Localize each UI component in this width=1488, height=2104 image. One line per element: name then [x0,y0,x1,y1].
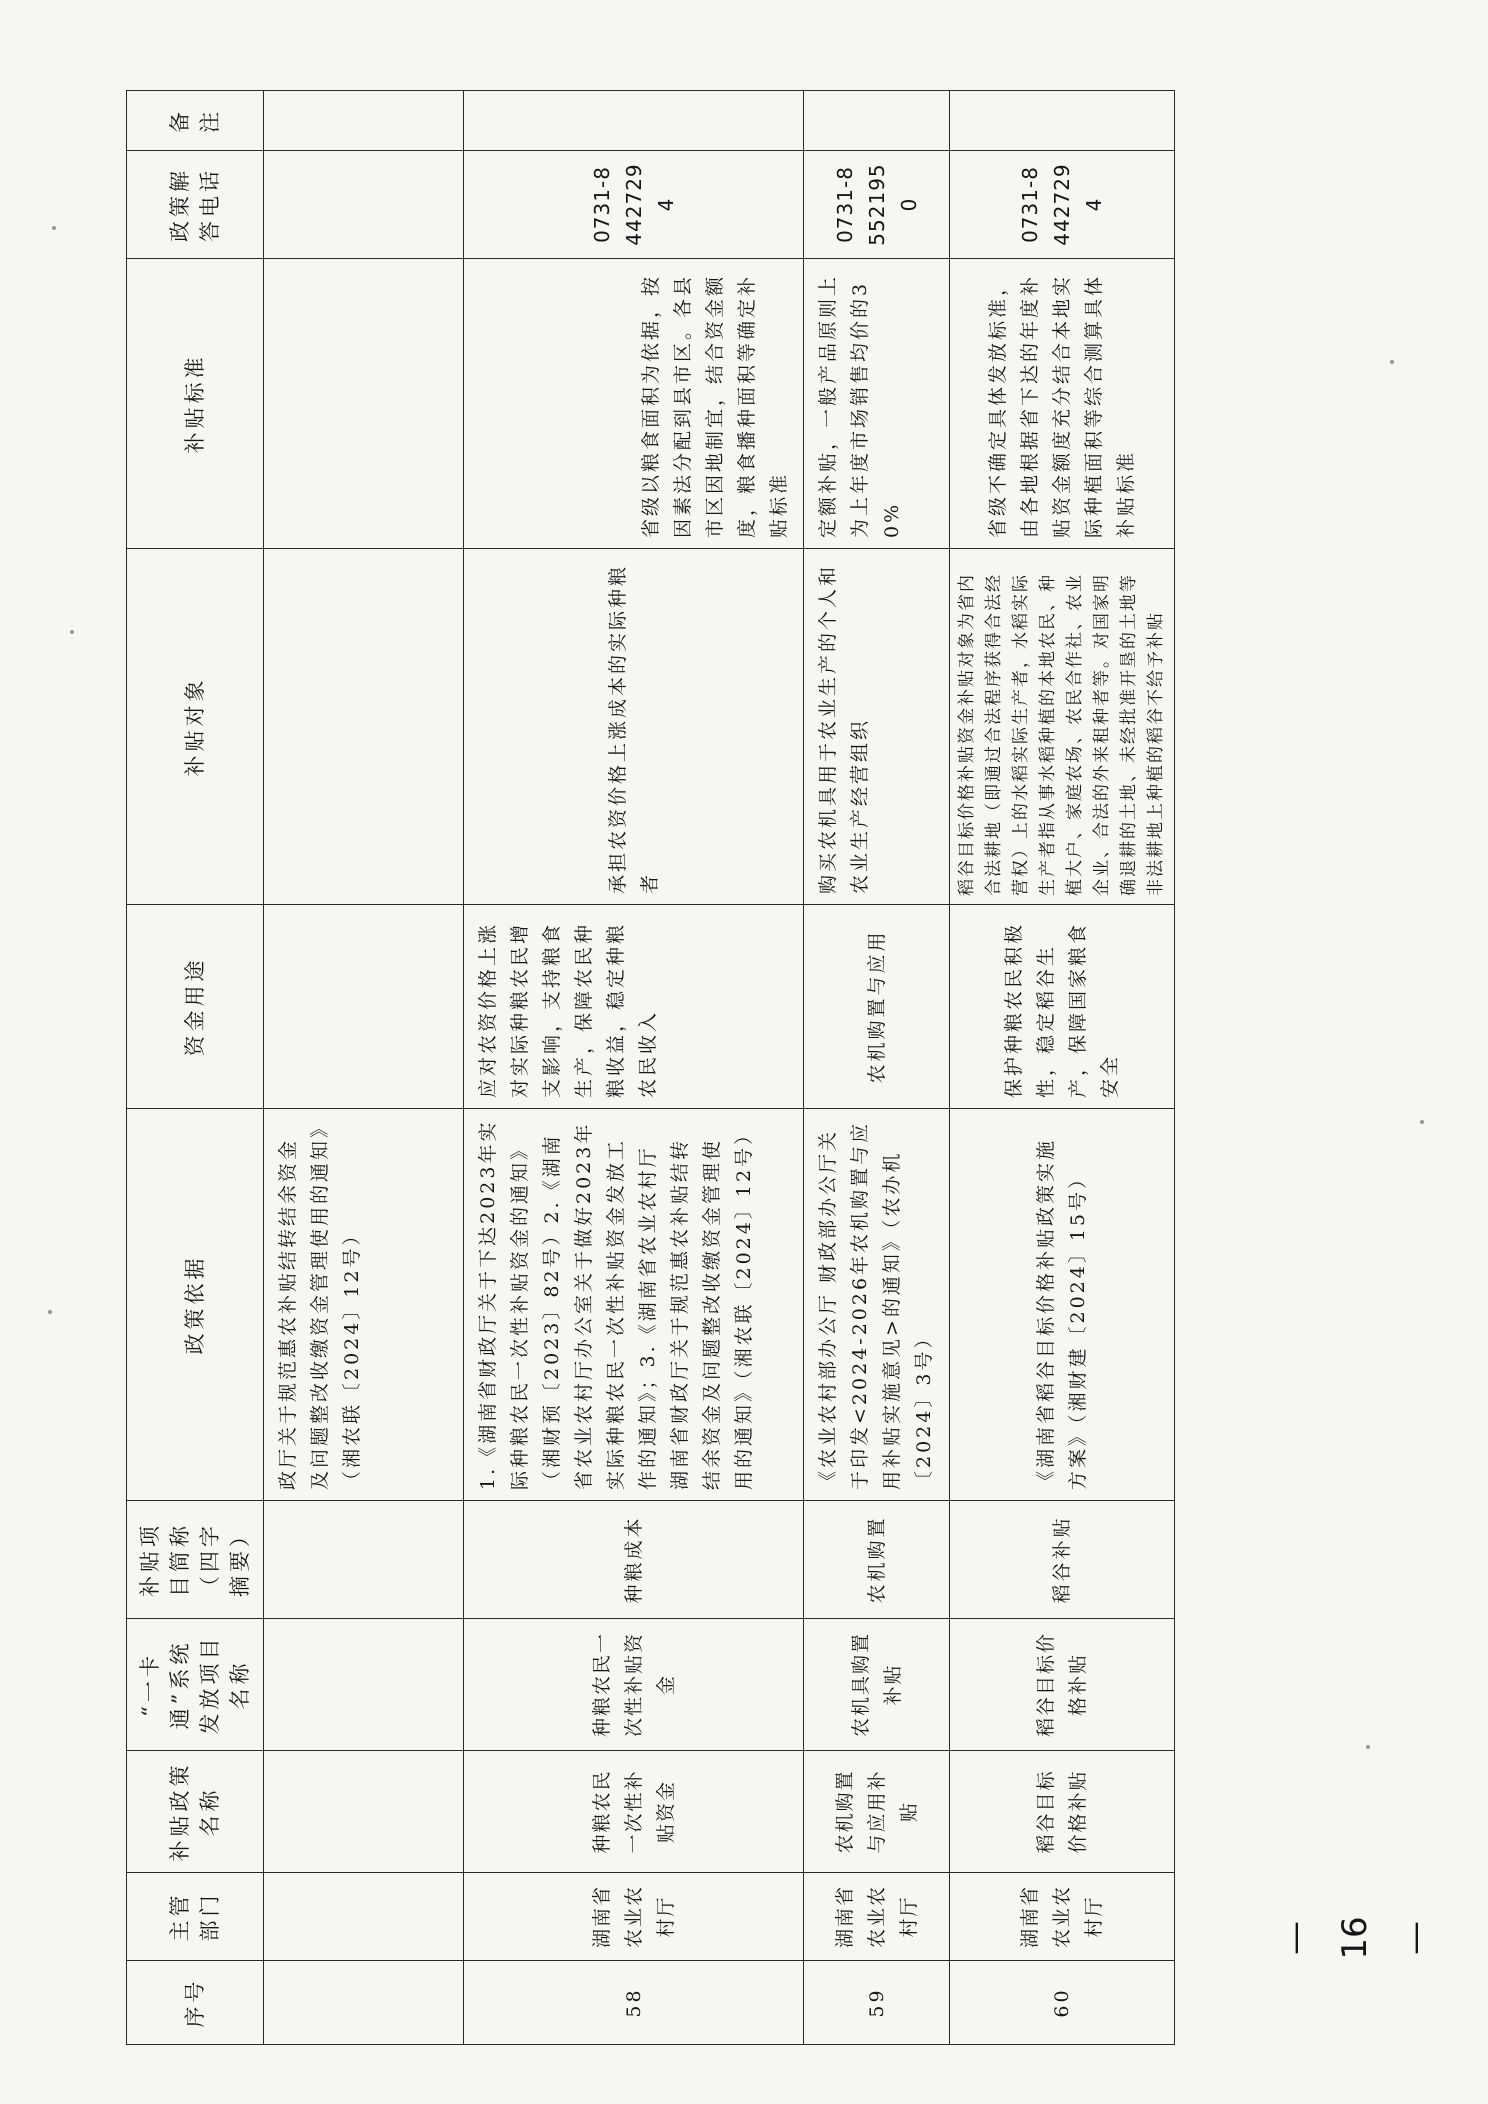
header-policy-name: 补贴政策名称 [127,1751,264,1873]
subsidy-policy-table [126,90,1175,2045]
cell-dept: 湖南省农业农村厅 [804,1873,950,1961]
table-row [264,91,464,2045]
cell-card-item: 农机具购置补贴 [804,1619,950,1751]
cell-standard [264,259,464,549]
cell-use: 应对农资价格上涨对实际种粮农民增支影响，支持粮食生产，保障农民种粮收益，稳定种粮农民收入 [464,905,804,1109]
cell-policy-name: 农机购置与应用补贴 [804,1751,950,1873]
cell-dept: 湖南省农业农村厅 [950,1873,1175,1961]
cell-phone [264,151,464,259]
cell-basis: 政厅关于规范惠农补贴结转结余资金及问题整改收缴资金管理使用的通知》（湘农联〔2024〕12号） [264,1109,464,1501]
cell-standard: 省级不确定具体发放标准，由各地根据省下达的年度补贴资金额度充分结合本地实际种植面积等综合测算具体补贴标准 [950,259,1175,549]
cell-target [264,549,464,905]
scan-speck [1366,1745,1370,1749]
cell-use: 保护种粮农民积极性，稳定稻谷生产，保障国家粮食安全 [950,905,1175,1109]
header-target: 补贴对象 [127,549,264,905]
scan-speck [1420,1120,1424,1124]
cell-policy-name: 种粮农民一次性补贴资金 [464,1751,804,1873]
cell-basis: 1.《湖南省财政厅关于下达2023年实际种粮农民一次性补贴资金的通知》（湘财预〔2023〕82号）2.《湖南省农业农村厅办公室关于做好2023年实际种粮农民一次性补贴资金发放工作的通知》；3.《湖南省农业农村厅 湖南省财政厅关于规范惠农补贴结转结余资金及问题整改收缴资金管理使用的通知》（湘农联〔2024〕12号） [464,1109,804,1501]
header-standard: 补贴标准 [127,259,264,549]
cell-note [804,91,950,151]
cell-short-name: 农机购置 [804,1501,950,1619]
cell-short-name: 稻谷补贴 [950,1501,1175,1619]
cell-target: 购买农机具用于农业生产的个人和农业生产经营组织 [804,549,950,905]
cell-basis: 《湖南省稻谷目标价格补贴政策实施方案》（湘财建〔2024〕15号） [950,1109,1175,1501]
scan-speck [1390,360,1394,364]
cell-basis: 《农业农村部办公厅 财政部办公厅关于印发<2024-2026年农机购置与应用补贴实施意见>的通知》（农办机〔2024〕3号） [804,1109,950,1501]
cell-note [264,91,464,151]
cell-use: 农机购置与应用 [804,905,950,1109]
scan-speck [70,630,74,634]
cell-card-item [264,1619,464,1751]
cell-note [464,91,804,151]
cell-seq: 58 [464,1961,804,2045]
table-header-row [127,91,264,2045]
cell-short-name: 种粮成本 [464,1501,804,1619]
cell-card-item: 种粮农民一次性补贴资金 [464,1619,804,1751]
header-card-item: “一卡通”系统发放项目名称 [127,1619,264,1751]
header-basis: 政策依据 [127,1109,264,1501]
cell-dept [264,1873,464,1961]
header-use: 资金用途 [127,905,264,1109]
table-row [804,91,950,2045]
cell-seq: 59 [804,1961,950,2045]
page-number: —16— [1275,1916,1435,1960]
header-dept: 主管部门 [127,1873,264,1961]
table-row [464,91,804,2045]
cell-seq [264,1961,464,2045]
cell-dept: 湖南省农业农村厅 [464,1873,804,1961]
cell-standard: 定额补贴，一般产品原则上为上年度市场销售均价的30% [804,259,950,549]
table-row [950,91,1175,2045]
header-short-name: 补贴项目简称（四字摘要） [127,1501,264,1619]
header-note: 备注 [127,91,264,151]
cell-phone: 0731-84427294 [950,151,1175,259]
cell-card-item: 稻谷目标价格补贴 [950,1619,1175,1751]
cell-target: 承担农资价格上涨成本的实际种粮者 [464,549,804,905]
cell-target: 稻谷目标价格补贴资金补贴对象为省内合法耕地（即通过合法程序获得合法经营权）上的水稻实际生产者，水稻实际生产者指从事水稻种植的本地农民、种植大户、家庭农场、农民合作社、农业企业、合法的外来租种者等。对国家明确退耕的土地、未经批准开垦的土地等非法耕地上种植的稻谷不给予补贴 [950,549,1175,905]
cell-policy-name [264,1751,464,1873]
cell-note [950,91,1175,151]
cell-phone: 0731-84427294 [464,151,804,259]
cell-standard: 省级以粮食面积为依据，按因素法分配到县市区。各县市区因地制宜，结合资金额度，粮食播种面积等确定补贴标准 [464,259,804,549]
cell-seq: 60 [950,1961,1175,2045]
header-seq: 序号 [127,1961,264,2045]
header-phone: 政策解答电话 [127,151,264,259]
cell-phone: 0731-85521950 [804,151,950,259]
cell-short-name [264,1501,464,1619]
scan-speck [52,226,56,230]
scan-speck [48,1310,52,1314]
cell-policy-name: 稻谷目标价格补贴 [950,1751,1175,1873]
cell-use [264,905,464,1109]
rotated-policy-table-page [126,91,1166,2045]
